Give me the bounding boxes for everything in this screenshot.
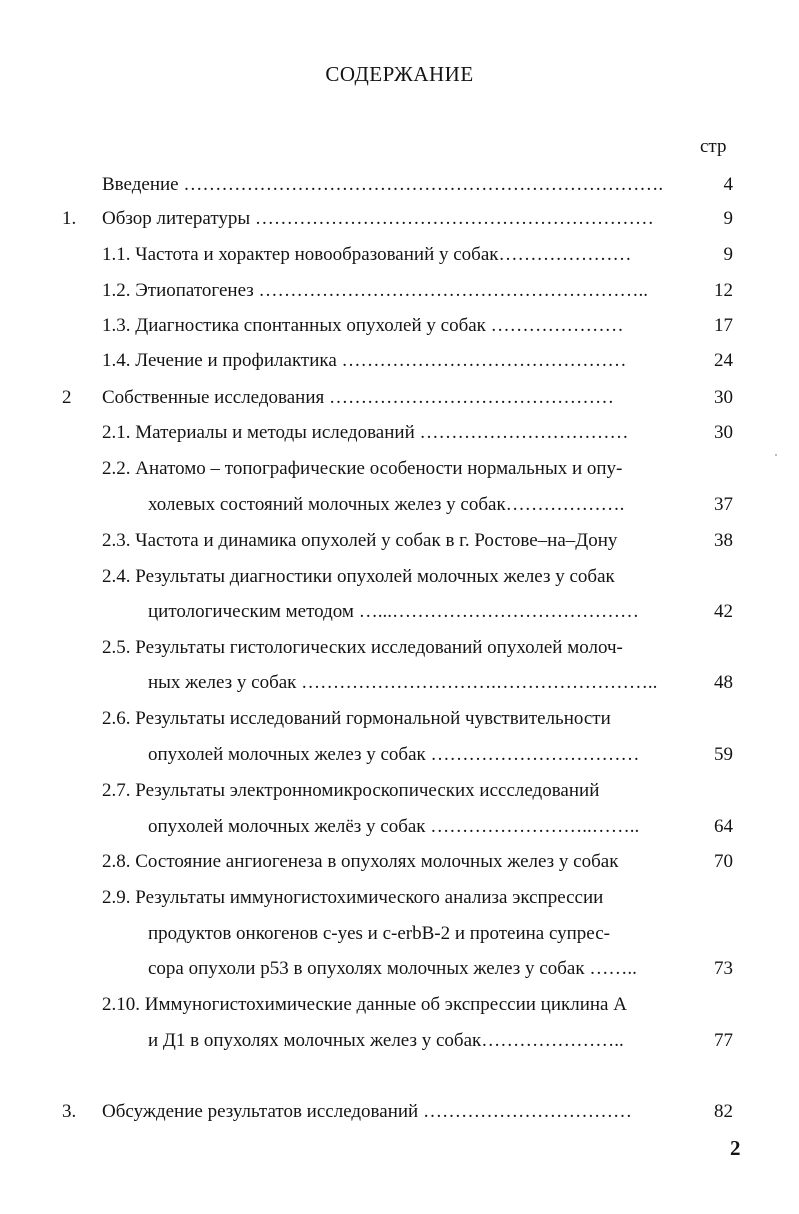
entry-page: 42 xyxy=(714,601,733,622)
entry-page: 30 xyxy=(714,387,733,408)
toc-entry xyxy=(0,311,799,341)
entry-page: 77 xyxy=(714,1030,733,1051)
entry-text: Обсуждение результатов исследований …………………………… xyxy=(102,1101,632,1122)
entry-text: 2.2. Анатомо – топографические особености нормальных и опу- xyxy=(102,458,623,479)
entry-text: 2.6. Результаты исследований гормональной чувствительности xyxy=(102,708,611,729)
toc-entry xyxy=(0,812,799,842)
entry-page: 17 xyxy=(714,315,733,336)
entry-page: 24 xyxy=(714,350,733,371)
entry-page: 59 xyxy=(714,744,733,765)
toc-entry xyxy=(0,704,799,734)
toc-entry xyxy=(0,276,799,306)
entry-page: 9 xyxy=(723,208,733,229)
toc-entry xyxy=(0,883,799,913)
entry-text: 2.7. Результаты электронномикроскопических иссследований xyxy=(102,780,600,801)
toc-entry xyxy=(0,668,799,698)
toc-entry xyxy=(0,418,799,448)
page-title: СОДЕРЖАНИЕ xyxy=(325,62,474,86)
entry-page: 9 xyxy=(723,244,733,265)
entry-number: 2 xyxy=(62,387,72,408)
toc-entry xyxy=(0,346,799,376)
entry-text: 1.4. Лечение и профилактика ……………………………………… xyxy=(102,350,627,371)
toc-entry xyxy=(0,170,799,200)
entry-text: 2.9. Результаты иммуногистохимического анализа экспрессии xyxy=(102,887,604,908)
entry-text: 2.5. Результаты гистологических исследований опухолей молоч- xyxy=(102,637,623,658)
toc-entry xyxy=(0,1026,799,1056)
entry-page: 4 xyxy=(723,174,733,195)
entry-text: цитологическим методом …...………………………………… xyxy=(148,601,639,622)
entry-page: 38 xyxy=(714,530,733,551)
toc-entry xyxy=(0,240,799,270)
entry-page: 30 xyxy=(714,422,733,443)
toc-entry xyxy=(0,1097,799,1127)
toc-entry xyxy=(0,204,799,234)
entry-page: 37 xyxy=(714,494,733,515)
entry-page: 48 xyxy=(714,672,733,693)
toc-entry xyxy=(0,597,799,627)
toc-entry xyxy=(0,633,799,663)
toc-entry xyxy=(0,990,799,1020)
entry-number: 1. xyxy=(62,208,77,229)
entry-page: 73 xyxy=(714,958,733,979)
entry-text: 2.4. Результаты диагностики опухолей молочных желез у собак xyxy=(102,566,615,587)
entry-text: продуктов онкогенов c-yes и c-erbB-2 и протеина супрес- xyxy=(148,923,610,944)
page-column-header: стр xyxy=(700,136,727,157)
toc-entry xyxy=(0,490,799,520)
entry-page: 64 xyxy=(714,816,733,837)
entry-text: ных желез у собак ………………………….…………………….. xyxy=(148,672,658,693)
toc-entry xyxy=(0,954,799,984)
entry-text: опухолей молочных желёз у собак ……………………..…….. xyxy=(148,816,640,837)
entry-text: 2.1. Материалы и методы иследований …………………………… xyxy=(102,422,629,443)
entry-page: 82 xyxy=(714,1101,733,1122)
entry-number: 3. xyxy=(62,1101,77,1122)
entry-text: 2.10. Иммуногистохимические данные об экспрессии циклина А xyxy=(102,994,627,1015)
entry-text: 1.1. Частота и хорактер новообразований у собак………………… xyxy=(102,244,632,265)
entry-text: 1.2. Этиопатогенез …………………………………………………….. xyxy=(102,280,648,301)
toc-entry xyxy=(0,383,799,413)
toc-entry xyxy=(0,526,799,556)
entry-text: Собственные исследования ……………………………………… xyxy=(102,387,614,408)
entry-text: Введение …………………………………………………………………. xyxy=(102,174,664,195)
toc-entry xyxy=(0,454,799,484)
entry-text: холевых состояний молочных желез у собак………………. xyxy=(148,494,625,515)
toc-entry xyxy=(0,562,799,592)
entry-text: опухолей молочных желез у собак …………………………… xyxy=(148,744,640,765)
toc-entry xyxy=(0,740,799,770)
entry-page: 70 xyxy=(714,851,733,872)
entry-text: сора опухоли p53 в опухолях молочных желез у собак …….. xyxy=(148,958,637,979)
entry-text: 2.8. Состояние ангиогенеза в опухолях молочных желез у собак xyxy=(102,851,619,872)
toc-entry xyxy=(0,847,799,877)
entry-text: и Д1 в опухолях молочных желез у собак………………….. xyxy=(148,1030,624,1051)
toc-entry xyxy=(0,919,799,949)
sheet-number: 2 xyxy=(730,1136,741,1160)
entry-text: 1.3. Диагностика спонтанных опухолей у собак ………………… xyxy=(102,315,624,336)
entry-page: 12 xyxy=(714,280,733,301)
toc-entry xyxy=(0,776,799,806)
entry-text: Обзор литературы ……………………………………………………… xyxy=(102,208,654,229)
scan-speck xyxy=(775,454,777,456)
entry-text: 2.3. Частота и динамика опухолей у собак в г. Ростове–на–Дону xyxy=(102,530,618,551)
